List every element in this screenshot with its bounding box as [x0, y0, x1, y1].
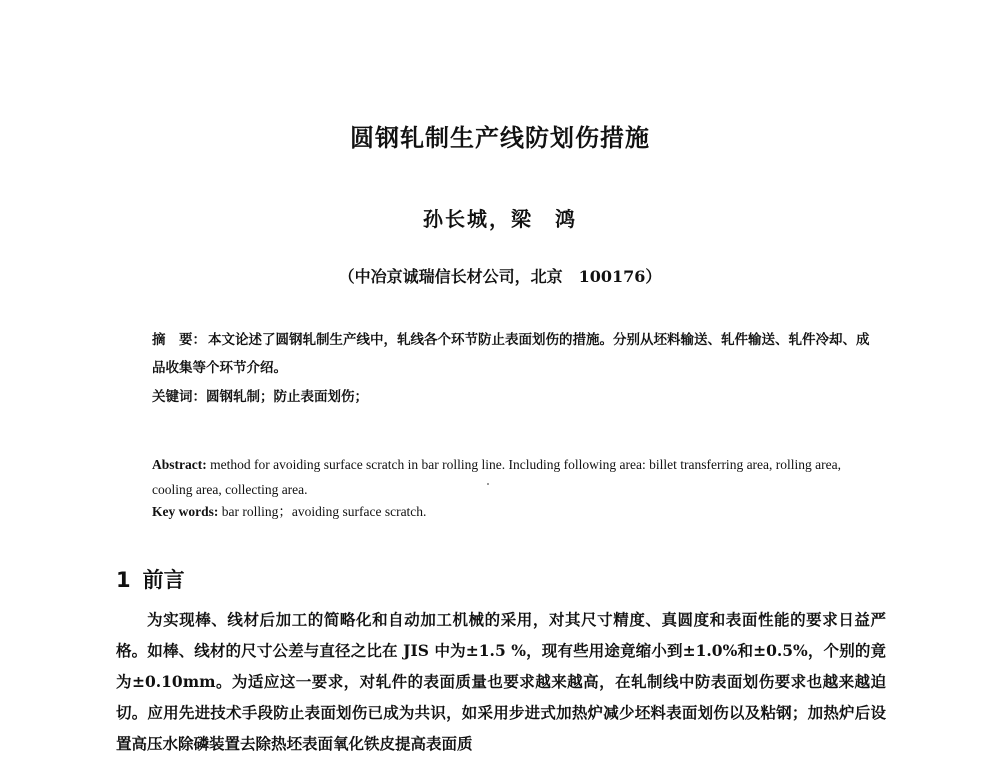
keywords-english — [152, 500, 872, 520]
abstract-chinese-text: 本文论述了圆钢轧制生产线中，轧线各个环节防止表面划伤的措施。分别从坯料输送、轧件输送、轧件冷却、成品收集等个环节介绍。 — [152, 332, 870, 376]
affiliation: （中冶京诚瑞信长材公司，北京 100176） — [338, 267, 662, 286]
keywords-chinese — [152, 385, 872, 405]
abstract-english-text: method for avoiding surface scratch in bar rolling line. Including following area: billet transferring area, rolling area, cooling area, collecting area. — [152, 457, 842, 497]
keywords-english-label: Key words: — [152, 504, 219, 519]
scan-speck — [487, 483, 489, 485]
abstract-chinese-label: 摘 要： — [152, 332, 206, 348]
section-body — [116, 604, 886, 759]
abstract-english-label: Abstract: — [152, 457, 207, 472]
author-list: 孙长城，梁 鸿 — [423, 207, 577, 231]
keywords-english-text: bar rolling；avoiding surface scratch. — [221, 504, 427, 519]
section-heading — [116, 564, 185, 594]
section-title: 前言 — [142, 568, 185, 592]
abstract-english — [152, 452, 872, 502]
keywords-chinese-text: 圆钢轧制；防止表面划伤； — [206, 389, 368, 405]
section-number: 1 — [116, 568, 131, 592]
keywords-chinese-label: 关键词： — [152, 389, 206, 405]
abstract-chinese — [152, 326, 872, 382]
body-paragraph: 为实现棒、线材后加工的简略化和自动加工机械的采用，对其尺寸精度、真圆度和表面性能的要求日益严格。如棒、线材的尺寸公差与直径之比在 JIS 中为±1.5 %，现有些用途竟缩小到±1.0%和±0.5%，个别的竟为±0.10mm。为适应这一要求，对轧件的表面质量也要求越来越高，在轧制线中防表面划伤要求也越来越迫切。应用先进技术手段防止表面划伤已成为共识，如采用步进式加热炉减少坯料表面划伤以及粘钢；加热炉后设置高压水除磷装置去除热坯表面氧化铁皮提高表面质 — [116, 610, 886, 753]
paper-title: 圆钢轧制生产线防划伤措施 — [350, 124, 650, 152]
